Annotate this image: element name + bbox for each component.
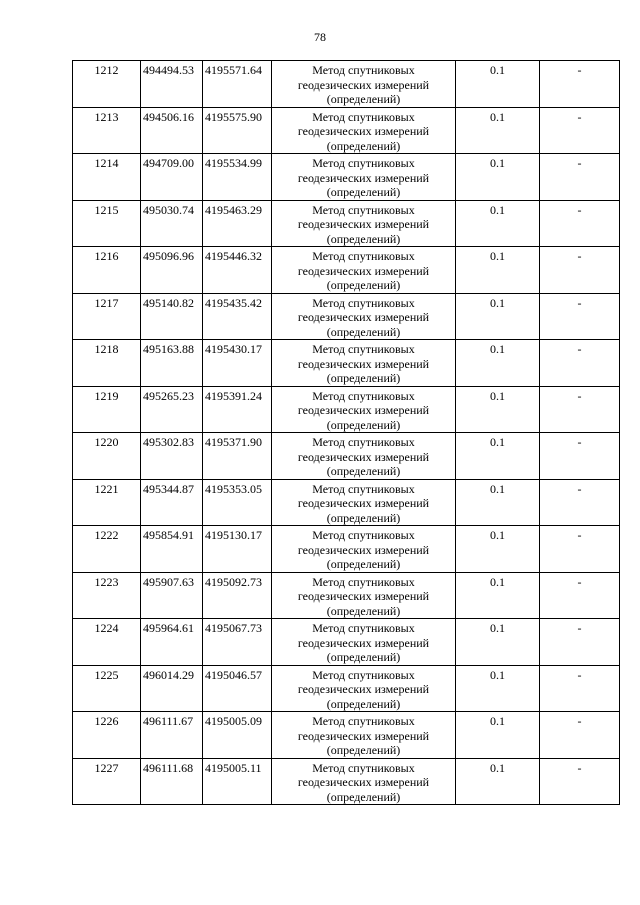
accuracy-cell: 0.1 — [456, 758, 540, 805]
method-line: Метод спутниковых — [312, 156, 415, 170]
coordinate-y-cell: 4195005.09 — [203, 712, 272, 759]
accuracy-cell: 0.1 — [456, 433, 540, 480]
method-line: геодезических измерений — [297, 775, 430, 789]
accuracy-cell: 0.1 — [456, 572, 540, 619]
coordinate-x-cell: 495344.87 — [141, 479, 203, 526]
point-number-cell: 1222 — [73, 526, 141, 573]
point-number-cell: 1221 — [73, 479, 141, 526]
method-line: геодезических измерений — [297, 170, 430, 185]
method-line: геодезических измерений — [297, 263, 430, 278]
method-line: Метод спутниковых — [312, 202, 415, 217]
method-line: (определений) — [326, 603, 401, 618]
method-line: (определений) — [326, 557, 401, 571]
coordinate-y-cell: 4195435.42 — [203, 293, 272, 340]
method-line: Метод спутниковых — [312, 714, 415, 728]
method-cell — [272, 433, 456, 480]
method-cell — [272, 758, 456, 805]
coordinate-y-cell: 4195005.11 — [203, 758, 272, 805]
table-row — [73, 572, 620, 619]
method-line: Метод спутниковых — [312, 295, 415, 310]
method-line: геодезических измерений — [297, 589, 430, 603]
method-line: Метод спутниковых — [312, 435, 415, 449]
method-line: Метод спутниковых — [312, 667, 415, 682]
method-line: геодезических измерений — [297, 403, 430, 417]
table-row — [73, 293, 620, 340]
note-cell: - — [540, 386, 620, 433]
table-row — [73, 247, 620, 294]
coordinate-x-cell: 495163.88 — [141, 340, 203, 387]
method-line: (определений) — [326, 231, 401, 246]
table-row — [73, 154, 620, 201]
method-line: Метод спутниковых — [312, 388, 415, 403]
method-cell — [272, 619, 456, 666]
table-row — [73, 619, 620, 666]
method-line: геодезических измерений — [297, 635, 430, 650]
accuracy-cell: 0.1 — [456, 712, 540, 759]
method-cell — [272, 107, 456, 154]
note-cell: - — [540, 200, 620, 247]
note-cell: - — [540, 107, 620, 154]
method-line: геодезических измерений — [297, 310, 430, 324]
coordinate-x-cell: 496111.68 — [141, 758, 203, 805]
point-number-cell: 1214 — [73, 154, 141, 201]
table-row — [73, 665, 620, 712]
method-cell — [272, 526, 456, 573]
note-cell: - — [540, 526, 620, 573]
point-number-cell: 1223 — [73, 572, 141, 619]
note-cell: - — [540, 154, 620, 201]
accuracy-cell: 0.1 — [456, 154, 540, 201]
method-line: (определений) — [326, 743, 401, 757]
table-row — [73, 758, 620, 805]
method-cell — [272, 479, 456, 526]
coordinate-y-cell: 4195371.90 — [203, 433, 272, 480]
method-line: (определений) — [326, 510, 401, 525]
coordinates-table — [72, 60, 620, 805]
page-number: 78 — [314, 30, 326, 44]
coordinate-y-cell: 4195092.73 — [203, 572, 272, 619]
coordinate-x-cell: 494494.53 — [141, 61, 203, 108]
accuracy-cell: 0.1 — [456, 619, 540, 666]
point-number-cell: 1218 — [73, 340, 141, 387]
method-line: (определений) — [326, 185, 401, 199]
method-line: Метод спутниковых — [312, 760, 415, 775]
method-line: Метод спутниковых — [312, 109, 415, 124]
table-row — [73, 526, 620, 573]
point-number-cell: 1220 — [73, 433, 141, 480]
method-cell — [272, 154, 456, 201]
table-row — [73, 61, 620, 108]
method-line: Метод спутниковых — [312, 249, 415, 263]
point-number-cell: 1225 — [73, 665, 141, 712]
coordinate-y-cell: 4195575.90 — [203, 107, 272, 154]
note-cell: - — [540, 340, 620, 387]
method-line: Метод спутниковых — [312, 342, 415, 356]
method-line: геодезических измерений — [297, 496, 430, 510]
accuracy-cell: 0.1 — [456, 107, 540, 154]
point-number-cell: 1219 — [73, 386, 141, 433]
method-line: (определений) — [326, 324, 401, 339]
accuracy-cell: 0.1 — [456, 386, 540, 433]
method-line: (определений) — [326, 696, 401, 711]
coordinate-x-cell: 495140.82 — [141, 293, 203, 340]
method-line: (определений) — [326, 371, 401, 385]
method-cell — [272, 61, 456, 108]
coordinate-y-cell: 4195446.32 — [203, 247, 272, 294]
method-line: (определений) — [326, 138, 401, 153]
accuracy-cell: 0.1 — [456, 526, 540, 573]
coordinate-y-cell: 4195571.64 — [203, 61, 272, 108]
point-number-cell: 1216 — [73, 247, 141, 294]
coordinate-x-cell: 494506.16 — [141, 107, 203, 154]
coordinate-x-cell: 495964.61 — [141, 619, 203, 666]
table-row — [73, 107, 620, 154]
point-number-cell: 1213 — [73, 107, 141, 154]
accuracy-cell: 0.1 — [456, 340, 540, 387]
coordinate-y-cell: 4195463.29 — [203, 200, 272, 247]
method-line: Метод спутниковых — [312, 574, 415, 589]
method-line: (определений) — [326, 417, 401, 432]
method-line: (определений) — [326, 789, 401, 804]
coordinate-x-cell: 495854.91 — [141, 526, 203, 573]
coordinate-x-cell: 494709.00 — [141, 154, 203, 201]
coordinate-y-cell: 4195046.57 — [203, 665, 272, 712]
accuracy-cell: 0.1 — [456, 247, 540, 294]
table-row — [73, 712, 620, 759]
method-line: Метод спутниковых — [312, 528, 415, 542]
note-cell: - — [540, 247, 620, 294]
method-line: Метод спутниковых — [312, 481, 415, 496]
method-cell — [272, 340, 456, 387]
coordinate-x-cell: 495907.63 — [141, 572, 203, 619]
method-cell — [272, 386, 456, 433]
method-line: геодезических измерений — [297, 682, 430, 696]
table-row — [73, 479, 620, 526]
coordinate-y-cell: 4195430.17 — [203, 340, 272, 387]
method-line: Метод спутниковых — [312, 621, 415, 635]
table-row — [73, 340, 620, 387]
method-cell — [272, 572, 456, 619]
point-number-cell: 1226 — [73, 712, 141, 759]
method-cell — [272, 712, 456, 759]
coordinate-y-cell: 4195353.05 — [203, 479, 272, 526]
method-line: геодезических измерений — [297, 449, 430, 464]
coordinate-x-cell: 495030.74 — [141, 200, 203, 247]
coordinate-x-cell: 496111.67 — [141, 712, 203, 759]
method-line: геодезических измерений — [297, 77, 430, 92]
table-row — [73, 433, 620, 480]
method-line: геодезических измерений — [297, 217, 430, 231]
note-cell: - — [540, 712, 620, 759]
note-cell: - — [540, 572, 620, 619]
coordinates-table-body — [73, 61, 620, 805]
point-number-cell: 1212 — [73, 61, 141, 108]
note-cell: - — [540, 758, 620, 805]
accuracy-cell: 0.1 — [456, 200, 540, 247]
accuracy-cell: 0.1 — [456, 293, 540, 340]
accuracy-cell: 0.1 — [456, 479, 540, 526]
coordinate-y-cell: 4195534.99 — [203, 154, 272, 201]
method-line: (определений) — [326, 650, 401, 664]
coordinate-x-cell: 496014.29 — [141, 665, 203, 712]
method-line: (определений) — [326, 464, 401, 478]
point-number-cell: 1217 — [73, 293, 141, 340]
note-cell: - — [540, 619, 620, 666]
method-cell — [272, 200, 456, 247]
note-cell: - — [540, 665, 620, 712]
method-cell — [272, 665, 456, 712]
method-line: Метод спутниковых — [312, 63, 415, 77]
coordinate-y-cell: 4195391.24 — [203, 386, 272, 433]
accuracy-cell: 0.1 — [456, 61, 540, 108]
note-cell: - — [540, 61, 620, 108]
method-line: геодезических измерений — [297, 728, 430, 743]
table-row — [73, 386, 620, 433]
coordinate-y-cell: 4195130.17 — [203, 526, 272, 573]
method-cell — [272, 247, 456, 294]
point-number-cell: 1215 — [73, 200, 141, 247]
method-line: геодезических измерений — [297, 542, 430, 557]
method-line: (определений) — [326, 92, 401, 106]
point-number-cell: 1224 — [73, 619, 141, 666]
coordinate-x-cell: 495096.96 — [141, 247, 203, 294]
note-cell: - — [540, 479, 620, 526]
point-number-cell: 1227 — [73, 758, 141, 805]
method-line: (определений) — [326, 278, 401, 292]
method-cell — [272, 293, 456, 340]
coordinate-y-cell: 4195067.73 — [203, 619, 272, 666]
coordinate-x-cell: 495265.23 — [141, 386, 203, 433]
method-line: геодезических измерений — [297, 356, 430, 371]
accuracy-cell: 0.1 — [456, 665, 540, 712]
note-cell: - — [540, 293, 620, 340]
coordinate-x-cell: 495302.83 — [141, 433, 203, 480]
table-row — [73, 200, 620, 247]
method-line: геодезических измерений — [297, 124, 430, 138]
note-cell: - — [540, 433, 620, 480]
